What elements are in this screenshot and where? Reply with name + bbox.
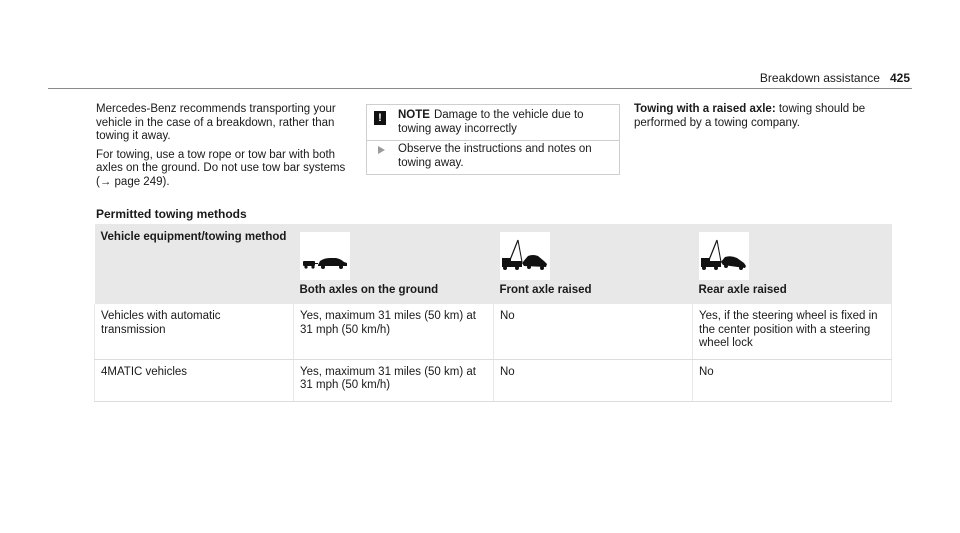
tow-truck-rear-raised-icon <box>699 232 749 280</box>
towing-raised-label: Towing with a raised axle: <box>634 103 776 115</box>
header-rule <box>48 88 912 89</box>
table-row <box>95 304 892 359</box>
table-cell: No <box>693 359 892 401</box>
table-header-row <box>95 224 892 304</box>
note-header <box>367 105 619 141</box>
warning-icon: ! <box>374 111 386 125</box>
table-cell: 4MATIC vehicles <box>95 359 294 401</box>
note-instruction-text: Observe the instructions and notes on towing away. <box>398 143 592 169</box>
header-both-axles <box>294 224 494 304</box>
note-message: Damage to the vehicle due to towing away incorrectly <box>398 109 584 135</box>
table-cell: No <box>494 304 693 359</box>
header-front-raised-label: Front axle raised <box>499 283 592 296</box>
towing-methods-table <box>94 224 892 402</box>
note-instruction <box>367 141 619 174</box>
intro-paragraph-2: For towing, use a tow rope or tow bar with both axles on the ground. Do not use tow bar systems (→ page 249). <box>96 148 346 188</box>
table-cell: Vehicles with automatic transmission <box>95 304 294 359</box>
intro-column <box>96 103 354 194</box>
header-rear-raised-label: Rear axle raised <box>698 283 787 296</box>
note-label: NOTE <box>398 109 430 121</box>
header-both-axles-label: Both axles on the ground <box>299 283 439 296</box>
table-row <box>95 359 892 401</box>
triangle-bullet-icon <box>378 146 385 154</box>
page-number: 425 <box>889 71 910 85</box>
section-name: Breakdown assistance <box>759 71 880 85</box>
page-header <box>760 72 910 86</box>
towing-raised-column <box>634 103 894 130</box>
intro-paragraph-1: Mercedes-Benz recommends transporting your vehicle in the case of a breakdown, rather than towing it away. <box>96 103 336 142</box>
table-cell: Yes, maximum 31 miles (50 km) at 31 mph (50 km/h) <box>294 304 494 359</box>
header-rear-raised <box>693 224 892 304</box>
header-equipment-label: Vehicle equipment/towing method <box>100 231 287 243</box>
note-box <box>366 104 620 175</box>
car-flat-tow-icon <box>300 232 350 280</box>
section-title: Permitted towing methods <box>96 207 247 221</box>
towing-raised-text: towing should be performed by a towing company. <box>634 103 866 129</box>
note-text <box>398 109 614 136</box>
table-cell: Yes, maximum 31 miles (50 km) at 31 mph (50 km/h) <box>294 359 494 401</box>
tow-truck-front-raised-icon <box>500 232 550 280</box>
header-equipment <box>95 224 294 304</box>
table-cell: No <box>494 359 693 401</box>
table-cell: Yes, if the steering wheel is fixed in the center position with a steering wheel lock <box>693 304 892 359</box>
header-front-raised <box>494 224 693 304</box>
